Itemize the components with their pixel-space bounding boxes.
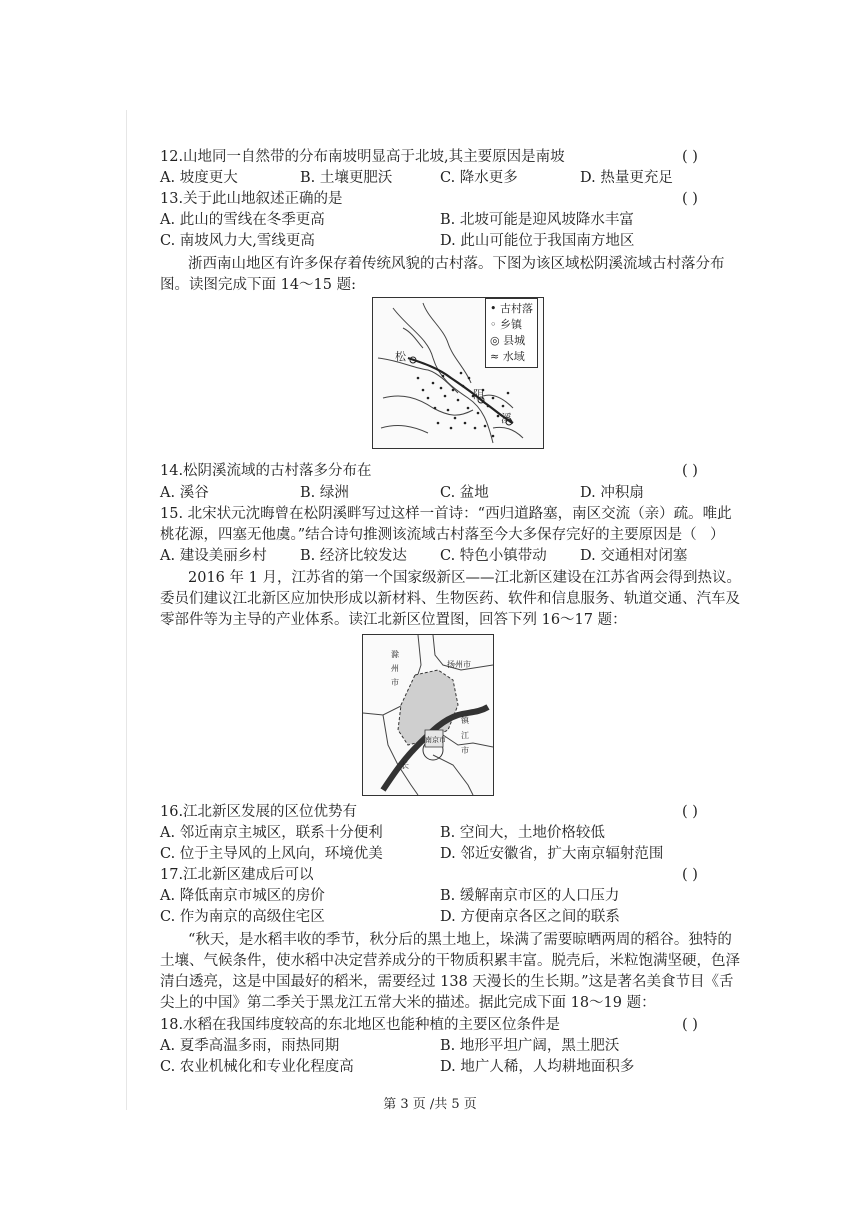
jiangbei-map-svg (363, 635, 493, 795)
map-label-yin: 阴 (473, 388, 484, 401)
question-14-stem: 14.松阴溪流域的古村落多分布在 ( ) (160, 461, 730, 481)
intro-16-line1: 2016 年 1 月，江苏省的第一个国家级新区——江北新区建设在江苏省两会得到热议。 (188, 570, 741, 586)
question-18-stem: 18.水稻在我国纬度较高的东北地区也能种植的主要区位条件是 ( ) (160, 1015, 730, 1035)
map2-label-nanjing: 南京市 (425, 736, 446, 744)
answer-paren: ( ) (682, 191, 698, 207)
question-15-line1: 15. 北宋状元沈晦曾在松阴溪畔写过这样一首诗：“西归道路塞，南区交流（亲）疏。唯此 (160, 506, 732, 522)
question-16-options-row1: A. 邻近南京主城区，联系十分便利 B. 空间大，土地价格较低 (160, 825, 605, 841)
map2-label-zhou: 州 (391, 664, 399, 673)
map-legend: • 古村落 ◦ 乡镇 ◎ 县城 ≈ 水域 (485, 298, 538, 368)
question-12-stem: 12.山地同一自然带的分布南坡明显高于北坡,其主要原因是南坡 ( ) (160, 147, 730, 167)
question-17-options-row2: C. 作为南京的高级住宅区 D. 方便南京各区之间的联系 (160, 909, 620, 925)
intro-16-line2: 委员们建议江北新区应加快形成以新材料、生物医药、软件和信息服务、轨道交通、汽车及 (160, 591, 740, 607)
intro-18-line3: 清白透亮，这是中国最好的稻米，需要经过 138 天漫长的生长期。”这是著名美食节目《舌 (160, 974, 734, 990)
map-label-xi: 溪 (501, 412, 512, 425)
question-13-stem: 13.关于此山地叙述正确的是 ( ) (160, 189, 730, 209)
map2-label-yangzhou: 扬州市 (447, 660, 471, 669)
map-label-song: 松 (395, 350, 406, 363)
question-13-options-row2: C. 南坡风力大,雪线更高 D. 此山可能位于我国南方地区 (160, 233, 635, 249)
map2-label-jiang: 江 (461, 731, 469, 740)
question-18-options-row2: C. 农业机械化和专业化程度高 D. 地广人稀，人均耕地面积多 (160, 1059, 635, 1075)
intro-18-line4: 尖上的中国》第二季关于黑龙江五常大米的描述。据此完成下面 18～19 题： (160, 995, 656, 1011)
answer-paren: ( ) (682, 804, 698, 820)
map2-label-zhen: 镇 (461, 716, 469, 725)
intro-14-line2: 图。读图完成下面 14～15 题: (160, 277, 357, 293)
question-15-line2: 桃花源，四塞无他虞。”结合诗句推测该流域古村落至今大多保存完好的主要原因是（ ） (160, 525, 730, 545)
question-16-options-row2: C. 位于主导风的上风向，环境优美 D. 邻近安徽省，扩大南京辐射范围 (160, 846, 664, 862)
page-footer: 第 3 页 /共 5 页 (383, 1097, 477, 1112)
intro-18-line2: 土壤、气候条件，使水稻中决定营养成分的干物质积累丰富。脱壳后，米粒饱满坚硬，色泽 (160, 953, 740, 969)
map2-label-shi2: 市 (461, 746, 469, 755)
question-13-options-row1: A. 此山的雪线在冬季更高 B. 北坡可能是迎风坡降水丰富 (160, 212, 634, 228)
question-14-options: A. 溪谷 B. 绿洲 C. 盆地 D. 冲积扇 (160, 485, 644, 501)
question-18-options-row1: A. 夏季高温多雨，雨热同期 B. 地形平坦广阔，黑土肥沃 (160, 1038, 620, 1054)
map2-label-chu: 滁 (391, 650, 399, 659)
intro-16-line3: 零部件等为主导的产业体系。读江北新区位置图，回答下列 16～17 题： (160, 612, 627, 628)
question-15-options: A. 建设美丽乡村 B. 经济比较发达 C. 特色小镇带动 D. 交通相对闭塞 (160, 548, 688, 564)
answer-paren: ( ) (682, 867, 698, 883)
intro-18-line1: “秋天，是水稻丰收的季节，秋分后的黑土地上，垛满了需要晾晒两周的稻谷。独特的 (188, 932, 732, 948)
scan-edge (126, 110, 127, 1110)
map2-label-chang: 长 (401, 761, 409, 770)
question-16-stem: 16.江北新区发展的区位优势有 ( ) (160, 802, 730, 822)
question-17-stem: 17.江北新区建成后可以 ( ) (160, 865, 730, 885)
map2-label-shi: 市 (391, 678, 399, 687)
question-12-options: A. 坡度更大 B. 土壤更肥沃 C. 降水更多 D. 热量更充足 (160, 170, 673, 186)
answer-paren: ( ) (682, 1017, 698, 1033)
answer-paren: ( ) (682, 149, 698, 165)
village-distribution-map (372, 297, 544, 449)
jiangbei-location-map (362, 634, 494, 796)
answer-paren: ( ) (682, 463, 698, 479)
answer-paren: ） (710, 527, 725, 543)
intro-14-line1: 浙西南山地区有许多保存着传统风貌的古村落。下图为该区域松阴溪流域古村落分布 (188, 256, 725, 272)
question-17-options-row1: A. 降低南京市城区的房价 B. 缓解南京市区的人口压力 (160, 888, 620, 904)
